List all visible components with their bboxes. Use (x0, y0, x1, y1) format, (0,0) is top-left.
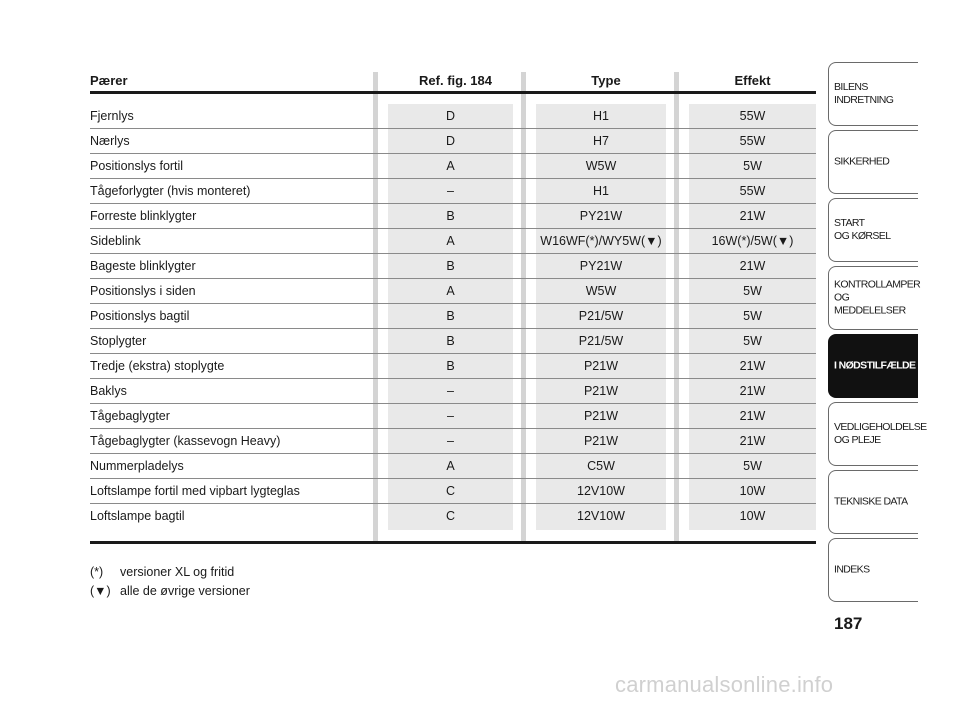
cell-type: W16WF(*)/WY5W(▼) (540, 234, 662, 248)
cell-type: P21/5W (578, 309, 624, 323)
cell-ref: B (446, 309, 455, 323)
cell-type: PY21W (579, 209, 623, 223)
cell-bulb-name: Positionslys fortil (90, 159, 184, 173)
table-row (90, 104, 816, 129)
cell-effect: 21W (739, 209, 766, 223)
cell-type: P21W (583, 409, 619, 423)
cell-bulb-name: Tågeforlygter (hvis monteret) (90, 184, 251, 198)
footnote-other (90, 582, 250, 600)
chapter-tab[interactable] (828, 198, 918, 262)
table-bottom-rule (90, 541, 816, 544)
cell-bulb-name: Tågebaglygter (90, 409, 170, 423)
cell-effect: 55W (739, 184, 766, 198)
table-row (90, 329, 816, 354)
table-row (90, 379, 816, 404)
chapter-tab[interactable] (828, 62, 918, 126)
cell-effect: 10W (739, 509, 766, 523)
page-number: 187 (834, 614, 863, 633)
cell-ref: C (445, 509, 456, 523)
cell-bulb-name: Baklys (90, 384, 127, 398)
cell-effect: 21W (739, 409, 766, 423)
footnote-mark: (*) (90, 565, 104, 579)
cell-type: W5W (585, 159, 617, 173)
cell-type: PY21W (579, 259, 623, 273)
table-row (90, 254, 816, 279)
cell-ref: A (446, 284, 455, 298)
cell-bulb-name: Forreste blinklygter (90, 209, 197, 223)
cell-effect: 5W (743, 284, 762, 298)
table-row (90, 454, 816, 479)
table-row (90, 479, 816, 504)
cell-effect: 10W (739, 484, 766, 498)
cell-effect: 21W (739, 259, 766, 273)
table-row (90, 304, 816, 329)
cell-ref: D (445, 134, 456, 148)
cell-ref: B (446, 334, 455, 348)
table-row (90, 504, 816, 529)
cell-bulb-name: Positionslys i siden (90, 284, 196, 298)
cell-bulb-name: Nærlys (90, 134, 130, 148)
cell-ref: B (446, 209, 455, 223)
cell-ref: A (446, 234, 455, 248)
chapter-tab-label: TEKNISKE DATA (834, 495, 908, 508)
cell-ref: – (447, 184, 454, 198)
chapter-tab[interactable] (828, 470, 918, 534)
cell-bulb-name: Tredje (ekstra) stoplygte (90, 359, 225, 373)
cell-type: 12V10W (577, 484, 625, 498)
chapter-tabs (828, 62, 927, 606)
table-row (90, 129, 816, 154)
cell-ref: B (446, 259, 455, 273)
table-row (90, 354, 816, 379)
cell-type: P21W (583, 384, 619, 398)
cell-type: C5W (587, 459, 615, 473)
chapter-tab[interactable] (828, 266, 921, 330)
cell-effect: 55W (739, 109, 766, 123)
cell-effect: 5W (743, 459, 762, 473)
cell-effect: 21W (739, 359, 766, 373)
footnote-mark: (▼) (90, 584, 111, 598)
cell-effect: 55W (739, 134, 766, 148)
header-effect: Effekt (734, 73, 771, 88)
cell-bulb-name: Positionslys bagtil (90, 309, 190, 323)
table-row (90, 179, 816, 204)
footnote-text: alle de øvrige versioner (120, 584, 250, 598)
watermark: carmanualsonline.info (615, 672, 834, 697)
chapter-tab-label: BILENS INDRETNING (834, 81, 894, 106)
header-rule (90, 91, 816, 94)
table-row (90, 229, 816, 254)
table-row (90, 154, 816, 179)
chapter-tab[interactable] (828, 334, 918, 398)
table-row (90, 279, 816, 304)
chapter-tab-label: VEDLIGEHOLDELSE OG PLEJE (834, 421, 927, 446)
cell-ref: A (446, 459, 455, 473)
header-ref: Ref. fig. 184 (419, 73, 492, 88)
cell-effect: 21W (739, 434, 766, 448)
cell-bulb-name: Loftslampe fortil med vipbart lygteglas (90, 484, 300, 498)
cell-bulb-name: Fjernlys (90, 109, 134, 123)
cell-ref: D (445, 109, 456, 123)
cell-type: P21W (583, 359, 619, 373)
table-row (90, 204, 816, 229)
cell-type: 12V10W (577, 509, 625, 523)
cell-ref: B (446, 359, 455, 373)
cell-ref: – (447, 434, 454, 448)
footnote-xl (90, 563, 234, 581)
table-row (90, 404, 816, 429)
cell-type: H1 (593, 184, 609, 198)
table-row (90, 429, 816, 454)
cell-bulb-name: Stoplygter (90, 334, 147, 348)
cell-ref: C (445, 484, 456, 498)
cell-effect: 21W (739, 384, 766, 398)
chapter-tab-label: SIKKERHED (834, 155, 890, 168)
cell-type: H7 (593, 134, 609, 148)
cell-bulb-name: Loftslampe bagtil (90, 509, 185, 523)
header-bulbs: Pærer (90, 73, 128, 88)
cell-bulb-name: Tågebaglygter (kassevogn Heavy) (90, 434, 281, 448)
chapter-tab[interactable] (828, 538, 918, 602)
chapter-tab-label: I NØDSTILFÆLDE (834, 359, 916, 372)
cell-ref: A (446, 159, 455, 173)
cell-bulb-name: Nummerpladelys (90, 459, 184, 473)
cell-ref: – (447, 409, 454, 423)
chapter-tab-label: KONTROLLAMPER OG MEDDELELSER (834, 278, 921, 317)
chapter-tab-label: INDEKS (834, 563, 870, 576)
chapter-tab-label: START OG KØRSEL (834, 217, 891, 242)
cell-bulb-name: Bageste blinklygter (90, 259, 196, 273)
cell-type: H1 (593, 109, 609, 123)
cell-type: P21W (583, 434, 619, 448)
cell-bulb-name: Sideblink (90, 234, 141, 248)
chapter-tab[interactable] (828, 130, 918, 194)
cell-type: P21/5W (578, 334, 624, 348)
cell-effect: 5W (743, 309, 762, 323)
header-type: Type (591, 73, 621, 88)
chapter-tab[interactable] (828, 402, 927, 466)
cell-effect: 5W (743, 334, 762, 348)
cell-ref: – (447, 384, 454, 398)
footnote-text: versioner XL og fritid (120, 565, 235, 579)
cell-type: W5W (585, 284, 617, 298)
cell-effect: 16W(*)/5W(▼) (711, 234, 794, 248)
cell-effect: 5W (743, 159, 762, 173)
